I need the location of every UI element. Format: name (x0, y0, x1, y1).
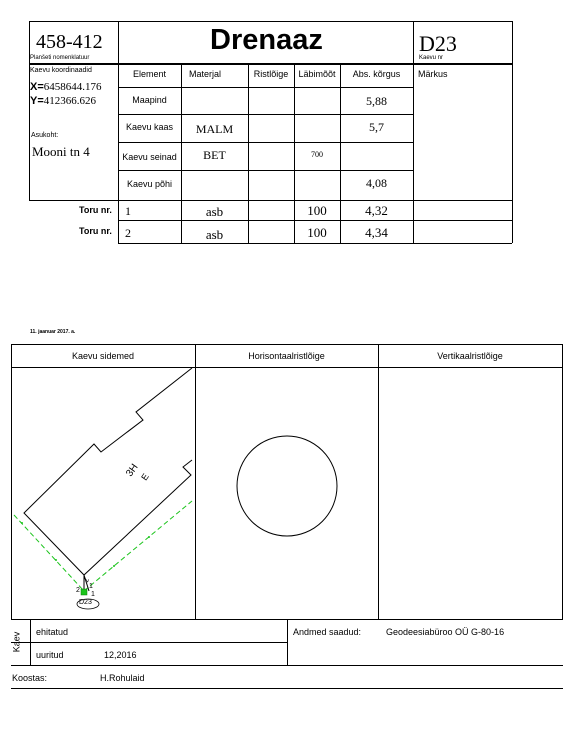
pipe-material: asb (205, 204, 224, 219)
pipe-number-label: 2 (76, 587, 80, 594)
well-id: D23 (419, 31, 457, 56)
horizontal-section (195, 367, 378, 619)
table-row-line (118, 220, 512, 221)
well-circle (237, 436, 337, 536)
coord-x (30, 81, 102, 93)
pipe-elevation: 4,34 (365, 225, 388, 240)
row-material: BET (203, 148, 226, 162)
row-elevation: 5,88 (366, 94, 387, 108)
row-diameter: 700 (311, 150, 323, 159)
row-element: Kaevu põhi (126, 179, 173, 189)
data-source-label: Andmed saadud: (293, 627, 362, 637)
footer-side-label: Kaev (11, 631, 22, 653)
row-material: MALM (195, 122, 234, 136)
building-label: 3H (124, 462, 141, 479)
col-header-diameter: Läbimõõt (298, 69, 336, 79)
print-date: 11. jaanuar 2017. a. (30, 329, 76, 335)
table-row-line (118, 142, 413, 143)
address-label: Asukoht: (31, 132, 59, 139)
pipe-annotation: 2 (83, 577, 91, 584)
panel-title-connections: Kaevu sidemed (71, 351, 135, 361)
form-top-border (29, 21, 512, 22)
form-right-border (512, 21, 513, 243)
survey-line (84, 501, 192, 591)
survey-tick (21, 522, 23, 524)
pipe-diameter: 100 (307, 203, 327, 218)
table-row-line (29, 200, 512, 201)
building-outline (24, 368, 192, 575)
row-element: Kaevu seinad (122, 152, 177, 162)
row-elevation: 5,7 (369, 120, 384, 134)
pipe-number: 1 (125, 204, 131, 218)
header-divider (29, 63, 512, 65)
data-source-value: Geodeesiabüroo OÜ G-80-16 (386, 627, 505, 637)
compiled-label: Koostas: (12, 673, 48, 683)
address: Mooni tn 4 (32, 144, 90, 159)
coord-y-label: Y= (30, 95, 44, 107)
col-header-elevation: Abs. kõrgus (352, 69, 401, 79)
coords-label: Kaevu koordinaadid (30, 67, 92, 74)
col-header-note: Märkus (418, 69, 448, 79)
row-element: Maapind (132, 95, 167, 105)
row-element: Kaevu kaas (125, 122, 174, 132)
pipe-label: Toru nr. (79, 205, 112, 215)
panel-top-border (11, 344, 563, 345)
pipe-number-label: 1 (91, 591, 95, 598)
survey-tick (113, 565, 115, 567)
footer-col-line (30, 619, 31, 665)
panel-title-vertical: Vertikaalristlõige (437, 351, 503, 361)
footer-col-line (287, 619, 288, 665)
table-row-line (118, 170, 413, 171)
survey-tick (55, 559, 57, 561)
survey-line (14, 515, 84, 591)
well-label: D23 (79, 599, 92, 606)
panel-right-border (562, 344, 563, 619)
footer-row-line (11, 665, 563, 666)
table-bottom-line (118, 243, 512, 244)
compiled-value: H.Rohulaid (100, 673, 145, 683)
table-row-line (118, 87, 413, 88)
pipe-elevation: 4,32 (365, 203, 388, 218)
surveyed-label: uuritud (36, 650, 64, 660)
footer-bottom-line (11, 688, 563, 689)
pipe-material: asb (205, 227, 224, 242)
form-col-divider (118, 21, 119, 243)
sheet-number: 458-412 (36, 31, 103, 53)
col-header-cross: Ristlõige (253, 69, 289, 79)
building-sublabel: E (139, 471, 151, 483)
coord-x-label: X= (30, 81, 44, 93)
pipe-label: Toru nr. (79, 226, 112, 236)
table-row-line (118, 114, 413, 115)
connections-sketch (11, 367, 195, 619)
row-elevation: 4,08 (366, 176, 387, 190)
panel-title-horizontal: Horisontaalristlõige (248, 351, 325, 361)
built-label: ehitatud (36, 627, 69, 637)
panel-divider (378, 344, 379, 619)
table-col-line (248, 63, 249, 243)
sheet-label: Planšeti nomenklatuur (30, 55, 90, 61)
coord-y-value: 412366.626 (43, 95, 97, 107)
surveyed-value: 12,2016 (104, 650, 137, 660)
pipe-annotation: 1 (89, 583, 93, 590)
survey-tick (148, 536, 150, 538)
coord-y (30, 95, 96, 107)
pipe-diameter: 100 (307, 225, 327, 240)
page-title: Drenaaz (210, 24, 323, 56)
footer-row-line (11, 642, 287, 643)
form-left-border (29, 21, 30, 201)
pipe-number: 2 (125, 226, 131, 240)
col-header-element: Element (132, 69, 167, 79)
well-id-label: Kaevu nr (419, 55, 444, 61)
well-marker (81, 589, 87, 595)
col-header-material: Materjal (188, 69, 221, 79)
form-col-divider (413, 21, 414, 243)
coord-x-value: 6458644.176 (43, 81, 102, 93)
